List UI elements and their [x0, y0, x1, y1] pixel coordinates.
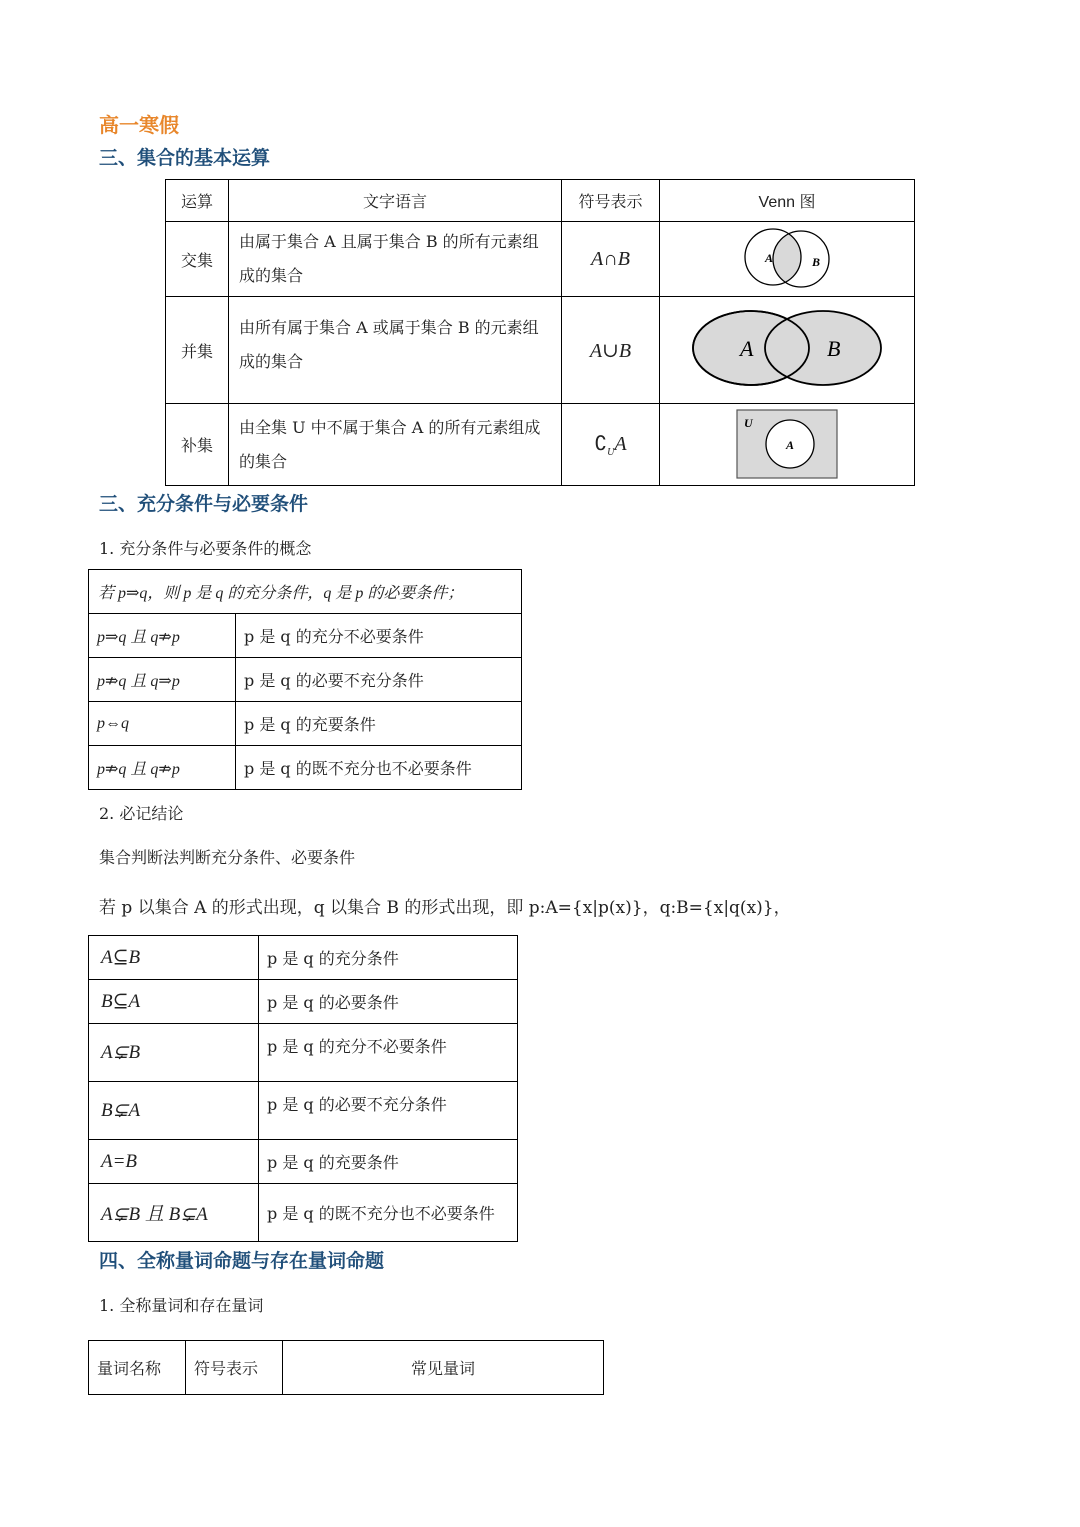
meaning-cell: p 是 q 的既不充分也不必要条件: [259, 1184, 518, 1242]
complement-tail: A: [614, 433, 627, 455]
meaning-cell: p 是 q 的充分不必要条件: [259, 1024, 518, 1082]
conclusion-line2: 若 p 以集合 A 的形式出现，q 以集合 B 的形式出现，即 p:A={x|p(x)}，q:B={x|q(x)}，: [99, 898, 791, 918]
venn-label-a: A: [786, 437, 795, 452]
section-title-sets: 三、集合的基本运算: [99, 147, 271, 169]
venn-label-b: B: [812, 255, 821, 269]
condition-concept-table: [88, 569, 522, 790]
meaning-cell: p 是 q 的必要不充分条件: [259, 1082, 518, 1140]
row-symbol: A∩B: [562, 222, 660, 297]
condition-cell: p⇏q 且 q⇏p: [89, 746, 236, 790]
section-title-quantifiers: 四、全称量词命题与存在量词命题: [99, 1250, 385, 1272]
meaning-cell: p 是 q 的必要不充分条件: [236, 658, 522, 702]
condition-cell: p⇔q: [89, 702, 236, 746]
subheading-quantifiers: 1. 全称量词和存在量词: [99, 1296, 264, 1315]
subheading-conclusions: 2. 必记结论: [99, 804, 184, 823]
condition-cell: A⊆B: [89, 936, 259, 980]
venn-union-cell: [660, 297, 915, 404]
meaning-cell: p 是 q 的充分条件: [259, 936, 518, 980]
row-symbol: [562, 404, 660, 486]
condition-cell: B⊆A: [89, 980, 259, 1024]
row-text: 由全集 U 中不属于集合 A 的所有元素组成的集合: [229, 404, 562, 486]
set-b-ellipse: [765, 311, 881, 385]
condition-cell: p⇒q 且 q⇏p: [89, 614, 236, 658]
header-op: 运算: [166, 180, 229, 222]
venn-intersection-cell: [660, 222, 915, 297]
header-common-quantifiers: 常见量词: [283, 1341, 604, 1395]
condition-cell: A⊊B 且 B⊊A: [89, 1184, 259, 1242]
venn-label-u: U: [744, 415, 753, 430]
venn-intersection-diagram: [727, 222, 847, 292]
meaning-cell: p 是 q 的充要条件: [259, 1140, 518, 1184]
complement-symbol: ∁: [594, 433, 608, 455]
header-quantifier-symbol: 符号表示: [186, 1341, 283, 1395]
condition-cell: A=B: [89, 1140, 259, 1184]
row-op: 并集: [166, 297, 229, 404]
conclusion-line1: 集合判断法判断充分条件、必要条件: [99, 848, 356, 867]
set-operations-table: [165, 179, 915, 486]
meaning-cell: p 是 q 的必要条件: [259, 980, 518, 1024]
course-tag: 高一寒假: [99, 113, 179, 137]
quantifier-table: [88, 1340, 604, 1395]
venn-label-a: A: [740, 336, 754, 361]
venn-union-diagram: [677, 303, 897, 393]
venn-label-a: A: [765, 251, 774, 265]
set-condition-table: [88, 935, 518, 1242]
row-text: 由属于集合 A 且属于集合 B 的所有元素组成的集合: [229, 222, 562, 297]
header-quantifier-name: 量词名称: [89, 1341, 186, 1395]
condition-cell: B⊊A: [89, 1082, 259, 1140]
condition-cell: p⇏q 且 q⇒p: [89, 658, 236, 702]
row-symbol: A∪B: [562, 297, 660, 404]
meaning-cell: p 是 q 的充要条件: [236, 702, 522, 746]
header-text: 文字语言: [229, 180, 562, 222]
condition-cell: A⊊B: [89, 1024, 259, 1082]
venn-label-b: B: [827, 336, 841, 361]
concept-header: 若 p⇒q，则 p 是 q 的充分条件，q 是 p 的必要条件；: [89, 570, 522, 614]
meaning-cell: p 是 q 的既不充分也不必要条件: [236, 746, 522, 790]
meaning-cell: p 是 q 的充分不必要条件: [236, 614, 522, 658]
venn-complement-diagram: [732, 406, 842, 480]
venn-complement-cell: [660, 404, 915, 486]
row-op: 交集: [166, 222, 229, 297]
section-title-conditions: 三、充分条件与必要条件: [99, 493, 309, 515]
complement-sub: U: [607, 447, 615, 458]
header-symbol: 符号表示: [562, 180, 660, 222]
row-text: 由所有属于集合 A 或属于集合 B 的元素组成的集合: [229, 297, 562, 404]
subheading-concept: 1. 充分条件与必要条件的概念: [99, 539, 312, 558]
header-venn: Venn 图: [660, 180, 915, 222]
row-op: 补集: [166, 404, 229, 486]
